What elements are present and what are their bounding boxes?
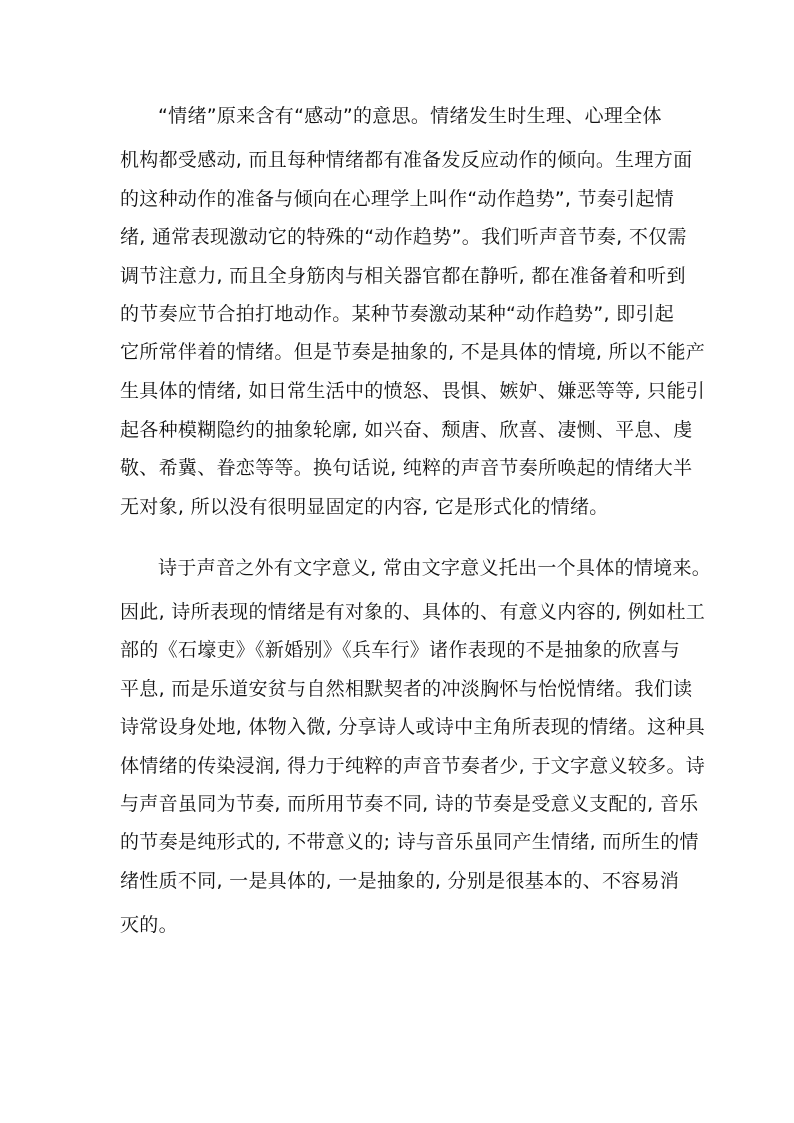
text-line: 诗于声音之外有文字意义, 常由文字意义托出一个具体的情境来。 (158, 557, 712, 579)
text-line: 它所常伴着的情绪。但是节奏是抽象的, 不是具体的情境, 所以不能产 (120, 341, 706, 363)
text-line: 部的《石壕吏》《新婚别》《兵车行》诸作表现的不是抽象的欣喜与 (120, 639, 681, 661)
text-line: 机构都受感动, 而且每种情绪都有准备发反应动作的倾向。生理方面 (120, 149, 693, 171)
text-line: 因此, 诗所表现的情绪是有对象的、具体的、有意义内容的, 例如杜工 (120, 601, 706, 623)
text-line: “情绪”原来含有“感动”的意思。情绪发生时生理、心理全体 (158, 105, 662, 127)
text-line: 体情绪的传染浸润, 得力于纯粹的声音节奏者少, 于文字意义较多。诗 (120, 755, 706, 777)
text-line: 起各种模糊隐约的抽象轮廓, 如兴奋、颓唐、欣喜、凄恻、平息、虔 (120, 419, 693, 441)
text-line: 无对象, 所以没有很明显固定的内容, 它是形式化的情绪。 (120, 496, 609, 518)
text-line: 与声音虽同为节奏, 而所用节奏不同, 诗的节奏是受意义支配的, 音乐 (120, 793, 699, 815)
text-line: 绪, 通常表现激动它的特殊的“动作趋势”。我们听声音节奏, 不仅需 (120, 226, 687, 248)
text-line: 灭的。 (120, 914, 178, 936)
text-line: 生具体的情绪, 如日常生活中的愤怒、畏惧、嫉妒、嫌恶等等, 只能引 (120, 380, 706, 402)
text-line: 的节奏应节合拍打地动作。某种节奏激动某种“动作趋势”, 即引起 (120, 303, 675, 325)
text-line: 调节注意力, 而且全身筋肉与相关器官都在静听, 都在准备着和听到 (120, 265, 686, 287)
text-line: 绪性质不同, 一是具体的, 一是抽象的, 分别是很基本的、不容易消 (120, 870, 680, 892)
text-line: 敬、希冀、眷恋等等。换句话说, 纯粹的声音节奏所唤起的情绪大半 (120, 457, 693, 479)
text-line: 诗常设身处地, 体物入微, 分享诗人或诗中主角所表现的情绪。这种具 (120, 716, 706, 738)
text-line: 的节奏是纯形式的, 不带意义的; 诗与音乐虽同产生情绪, 而所生的情 (120, 831, 699, 853)
text-line: 平息, 而是乐道安贫与自然相默契者的冲淡胸怀与怡悦情绪。我们读 (120, 678, 693, 700)
text-line: 的这种动作的准备与倾向在心理学上叫作“动作趋势”, 节奏引起情 (120, 188, 675, 210)
